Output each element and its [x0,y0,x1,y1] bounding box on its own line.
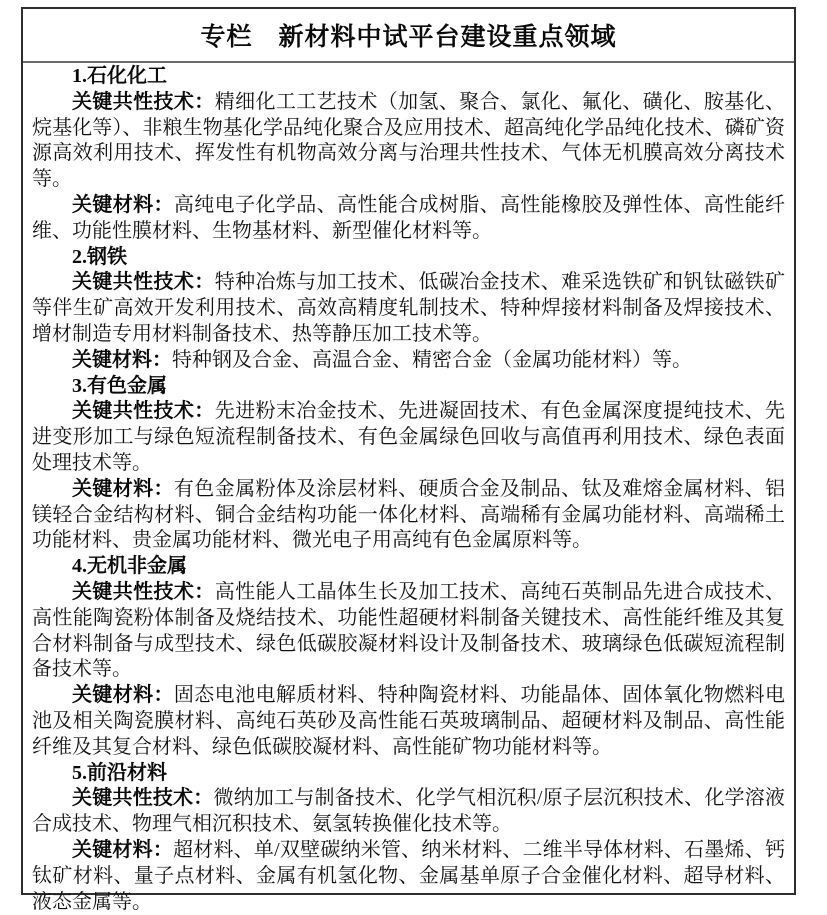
key-tech-label: 关键共性技术： [72,580,215,603]
key-materials-text: 有色金属粉体及涂层材料、硬质合金及制品、钛及难熔金属材料、铝镁轻合金结构材料、铜合金结构功能一体化材料、高端稀有金属功能材料、高端稀土功能材料、贵金属功能材料、微光电子用高纯有色金属原料等。 [32,477,786,552]
key-materials-paragraph [32,838,785,915]
key-materials-label: 关键材料： [72,838,174,861]
key-materials-label: 关键材料： [72,348,172,371]
key-tech-text: 先进粉末冶金技术、先进凝固技术、有色金属深度提纯技术、先进变形加工与绿色短流程制备技术、有色金属绿色回收与高值再利用技术、绿色表面处理技术等。 [32,400,786,474]
section-heading [32,554,785,580]
key-materials-text: 固态电池电解质材料、特种陶瓷材料、功能晶体、固体氧化物燃料电池及相关陶瓷膜材料、高纯石英砂及高性能石英玻璃制品、超硬材料及制品、高性能纤维及其复合材料、绿色低碳胶凝材料、高性能矿物功能材料等。 [32,684,786,758]
section-name: 有色金属 [87,374,167,397]
key-tech-text: 精细化工工艺技术（加氢、聚合、氯化、氟化、磺化、胺基化、烷基化等）、非粮生物基化学品纯化聚合及应用技术、超高纯化学品纯化技术、磷矿资源高效利用技术、挥发性有机物高效分离与治理共性技术、气体无机膜高效分离技术等。 [32,90,786,191]
section-name: 无机非金属 [87,555,187,578]
section-heading [32,64,785,90]
section-heading [32,374,785,400]
page-title: 专栏 新材料中试平台建设重点领域 [200,24,617,51]
section-frontier-materials [32,761,785,915]
key-tech-label: 关键共性技术： [72,271,215,294]
section-petrochemical [32,64,785,245]
column-content [23,63,794,915]
key-tech-label: 关键共性技术： [72,400,215,423]
key-materials-label: 关键材料： [72,477,174,500]
section-heading [32,245,785,271]
section-inorganic-nonmetals [32,554,785,760]
key-tech-text: 微纳加工与制备技术、化学气相沉积/原子层沉积技术、化学溶液合成技术、物理气相沉积技术、氨氢转换催化技术等。 [32,787,786,836]
key-tech-text: 特种冶炼与加工技术、低碳冶金技术、难采选铁矿和钒钛磁铁矿等伴生矿高效开发利用技术、高效高精度轧制技术、特种焊接材料制备及焊接技术、增材制造专用材料制备技术、热等静压加工技术等。 [32,271,786,345]
key-tech-paragraph [32,580,785,683]
section-name: 石化化工 [87,65,167,87]
key-tech-paragraph [32,399,785,476]
section-number: 2. [72,245,87,268]
section-heading [32,761,785,787]
section-name: 钢铁 [87,245,127,268]
key-materials-text: 特种钢及合金、高温合金、精密合金（金属功能材料）等。 [172,348,692,371]
key-materials-text: 超材料、单/双壁碳纳米管、纳米材料、二维半导体材料、石墨烯、钙钛矿材料、量子点材料、金属有机氢化物、金属基单原子合金催化材料、超导材料、液态金属等。 [32,838,785,913]
title-bar [23,9,794,63]
key-materials-paragraph [32,348,785,374]
section-nonferrous-metals [32,374,785,555]
section-number: 4. [72,555,87,578]
section-number: 5. [72,761,87,784]
key-tech-label: 关键共性技术： [72,787,214,810]
key-materials-paragraph [32,477,785,554]
key-tech-paragraph [32,270,785,347]
key-materials-paragraph [32,683,785,760]
section-name: 前沿材料 [87,761,167,784]
key-tech-label: 关键共性技术： [72,90,215,113]
key-materials-label: 关键材料： [72,684,174,707]
section-steel [32,245,785,374]
key-tech-paragraph [32,786,785,838]
key-tech-paragraph [32,90,785,193]
key-materials-text: 高纯电子化学品、高性能合成树脂、高性能橡胶及弹性体、高性能纤维、功能性膜材料、生物基材料、新型催化材料等。 [32,193,786,242]
section-number: 1. [72,65,87,87]
section-number: 3. [72,374,87,397]
key-materials-label: 关键材料： [72,193,174,216]
key-materials-paragraph [32,193,785,245]
key-tech-text: 高性能人工晶体生长及加工技术、高纯石英制品先进合成技术、高性能陶瓷粉体制备及烧结技术、功能性超硬材料制备关键技术、高性能纤维及其复合材料制备与成型技术、绿色低碳胶凝材料设计及制备技术、玻璃绿色低碳短流程制备技术等。 [32,580,786,681]
column-box [21,7,796,913]
